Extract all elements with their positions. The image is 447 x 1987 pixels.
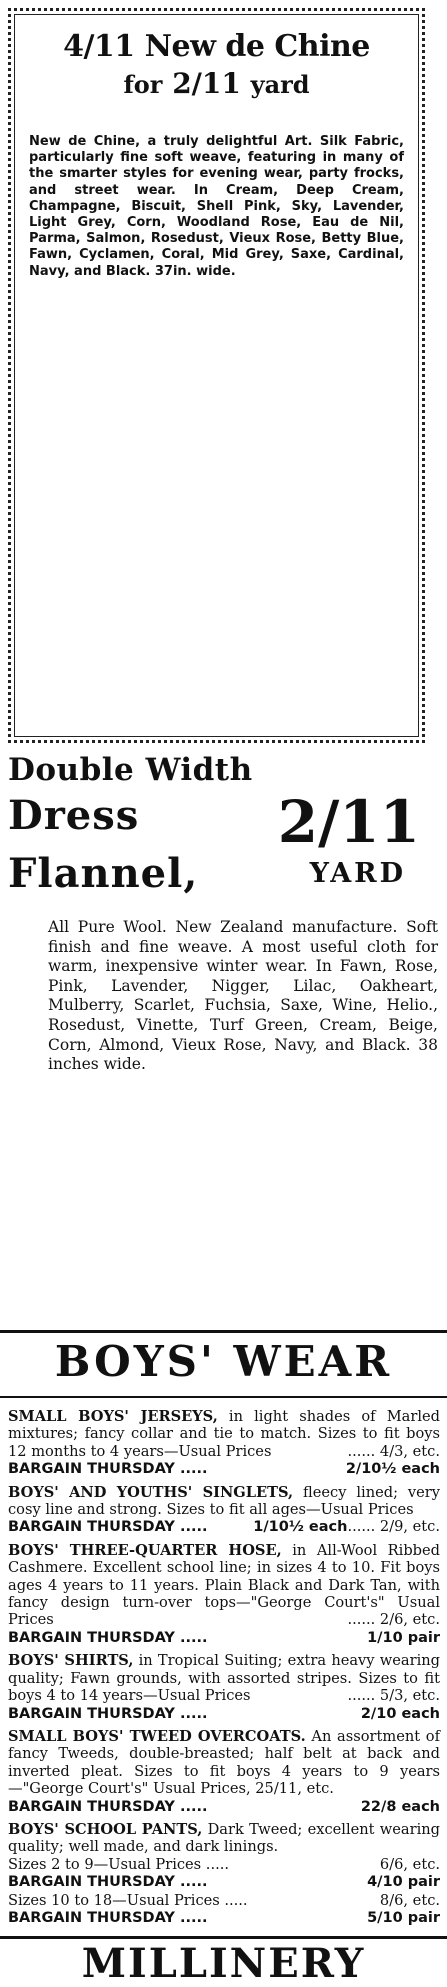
bargain-row [8, 1706, 440, 1723]
item-name: BOYS' SHIRTS, [8, 1652, 134, 1670]
bargain-label: BARGAIN THURSDAY ..... [8, 1629, 208, 1646]
bargain-price: 2/10 each [360, 1705, 440, 1722]
crepe-price: 2/11 [172, 66, 241, 100]
row-label: Sizes 10 to 18—Usual Prices ..... [8, 1891, 248, 1909]
bargain-price: 1/10 pair [367, 1629, 440, 1646]
item-description [8, 1408, 440, 1460]
row-label: BARGAIN THURSDAY ..... [8, 1874, 208, 1891]
item-description [8, 1821, 440, 1856]
list-item [8, 1408, 440, 1479]
bargain-label: BARGAIN THURSDAY ..... [8, 1798, 208, 1815]
list-item [8, 1542, 440, 1647]
usual-price: ...... 4/3, etc. [347, 1442, 440, 1460]
item-description [8, 1652, 440, 1704]
flannel-description: All Pure Wool. New Zealand manufacture. Soft finish and fine weave. A most useful cloth for warm, inexpensive winter wear. In Fawn, Rose, Pink, Lavender, Nigger, Lilac, Oakheart, Mulberry, Scarlet, Fuchsia, Saxe, Wine, Helio., Rosedust, Vinette, Turf Green, Cream, Beige, Corn, Almond, Vieux Rose, Navy, and Black. 38 inches wide. [48, 918, 438, 1074]
item-name: BOYS' THREE-QUARTER HOSE, [8, 1541, 282, 1559]
flannel-price: 2/11 [277, 788, 420, 856]
list-item [8, 1728, 440, 1816]
millinery-heading [0, 1940, 447, 1987]
item-text: An assortment of fancy Tweeds, double-breasted; half belt at back and inverted pleat. Sizes to fit boys 4 years to 9 years—"George Court's" Usual Prices, 25/11, etc. [8, 1727, 440, 1798]
usual-price: ...... 5/3, etc. [347, 1687, 440, 1705]
bargain-row [8, 1874, 440, 1891]
item-description [8, 1728, 440, 1798]
bargain-row [8, 1630, 440, 1647]
section-rule-bottom [0, 1396, 447, 1398]
millinery-rule [0, 1936, 447, 1939]
row-price: 8/6, etc. [379, 1891, 440, 1909]
flannel-title-dress: Dress [8, 792, 140, 839]
row-price: 6/6, etc. [379, 1855, 440, 1873]
flannel-title-flannel: Flannel, [8, 850, 199, 897]
crepe-unit: yard [250, 69, 310, 99]
row-price: 5/10 pair [367, 1909, 440, 1926]
item-text: in Tropical Suiting; extra heavy wearing quality; Fawn grounds, with assorted stripes. Sizes to fit boys 4 to 14 years—Usual Prices [8, 1652, 440, 1705]
item-text: Dark Tweed; excellent wearing quality; well made, and dark linings. [8, 1820, 440, 1856]
bargain-label: BARGAIN THURSDAY ..... [8, 1519, 208, 1536]
item-text: in light shades of Marled mixtures; fancy collar and tie to match. Sizes to fit boys 12 months to 4 years—Usual Prices [8, 1408, 440, 1460]
bargain-label: BARGAIN THURSDAY ..... [8, 1461, 208, 1478]
list-item [8, 1652, 440, 1723]
bargain-label: BARGAIN THURSDAY ..... [8, 1705, 208, 1722]
crepe-de-chine-advert [8, 8, 425, 743]
crepe-headline: 4/11 New de Chine [63, 29, 370, 64]
bargain-price: 2/10½ each [345, 1461, 440, 1478]
item-text: fleecy lined; very cosy line and strong. Sizes to fit all ages—Usual Prices [8, 1483, 440, 1519]
row-price: 4/10 pair [367, 1874, 440, 1891]
item-name: SMALL BOYS' TWEED OVERCOATS. [8, 1727, 306, 1745]
bargain-row [8, 1799, 440, 1816]
usual-price: ...... 2/6, etc. [347, 1611, 440, 1629]
usual-price: ...... 2/9, etc. [347, 1518, 440, 1536]
bargain-price: 22/8 each [360, 1798, 440, 1815]
list-item [8, 1484, 440, 1537]
usual-price-row [8, 1892, 440, 1909]
item-name: BOYS' AND YOUTHS' SINGLETS, [8, 1483, 294, 1501]
bargain-row [8, 1461, 440, 1478]
boys-wear-heading: BOYS' WEAR [54, 1337, 393, 1386]
boys-items-list [8, 1408, 440, 1932]
row-label: Sizes 2 to 9—Usual Prices ..... [8, 1855, 230, 1873]
item-text: in All-Wool Ribbed Cashmere. Excellent school line; in sizes 4 to 10. Fit boys ages 4 years to 11 years. Plain Black and Dark Tan, with fancy design turn-over tops—"George Court's" Usual Prices [8, 1541, 440, 1629]
section-rule-top [0, 1330, 447, 1333]
item-description [8, 1542, 440, 1629]
bargain-price: 1/10½ each [253, 1519, 348, 1536]
item-name: BOYS' SCHOOL PANTS, [8, 1820, 203, 1838]
usual-price-row [8, 1856, 440, 1873]
flannel-unit: YARD [309, 858, 406, 889]
crepe-for: for [123, 69, 163, 99]
flannel-title-row [8, 788, 440, 908]
list-item [8, 1821, 440, 1927]
flannel-heading: Double Width [8, 752, 253, 788]
millinery-line1: MILLINERY [81, 1940, 366, 1987]
crepe-price-line [29, 66, 404, 100]
item-name: SMALL BOYS' JERSEYS, [8, 1408, 218, 1425]
bargain-row [8, 1519, 347, 1536]
dress-flannel-advert [8, 746, 440, 1075]
bargain-row [8, 1910, 440, 1927]
crepe-description: New de Chine, a truly delightful Art. Silk Fabric, particularly fine soft weave, featuring in many of the smarter styles for evening wear, party frocks, and street wear. In Cream, Deep Cream, Champagne, Biscuit, Shell Pink, Sky, Lavender, Light Grey, Corn, Woodland Rose, Eau de Nil, Parma, Salmon, Rosedust, Vieux Rose, Betty Blue, Fawn, Cyclamen, Coral, Mid Grey, Saxe, Cardinal, Navy, and Black. 37in. wide. [29, 133, 404, 279]
row-label: BARGAIN THURSDAY ..... [8, 1909, 208, 1926]
